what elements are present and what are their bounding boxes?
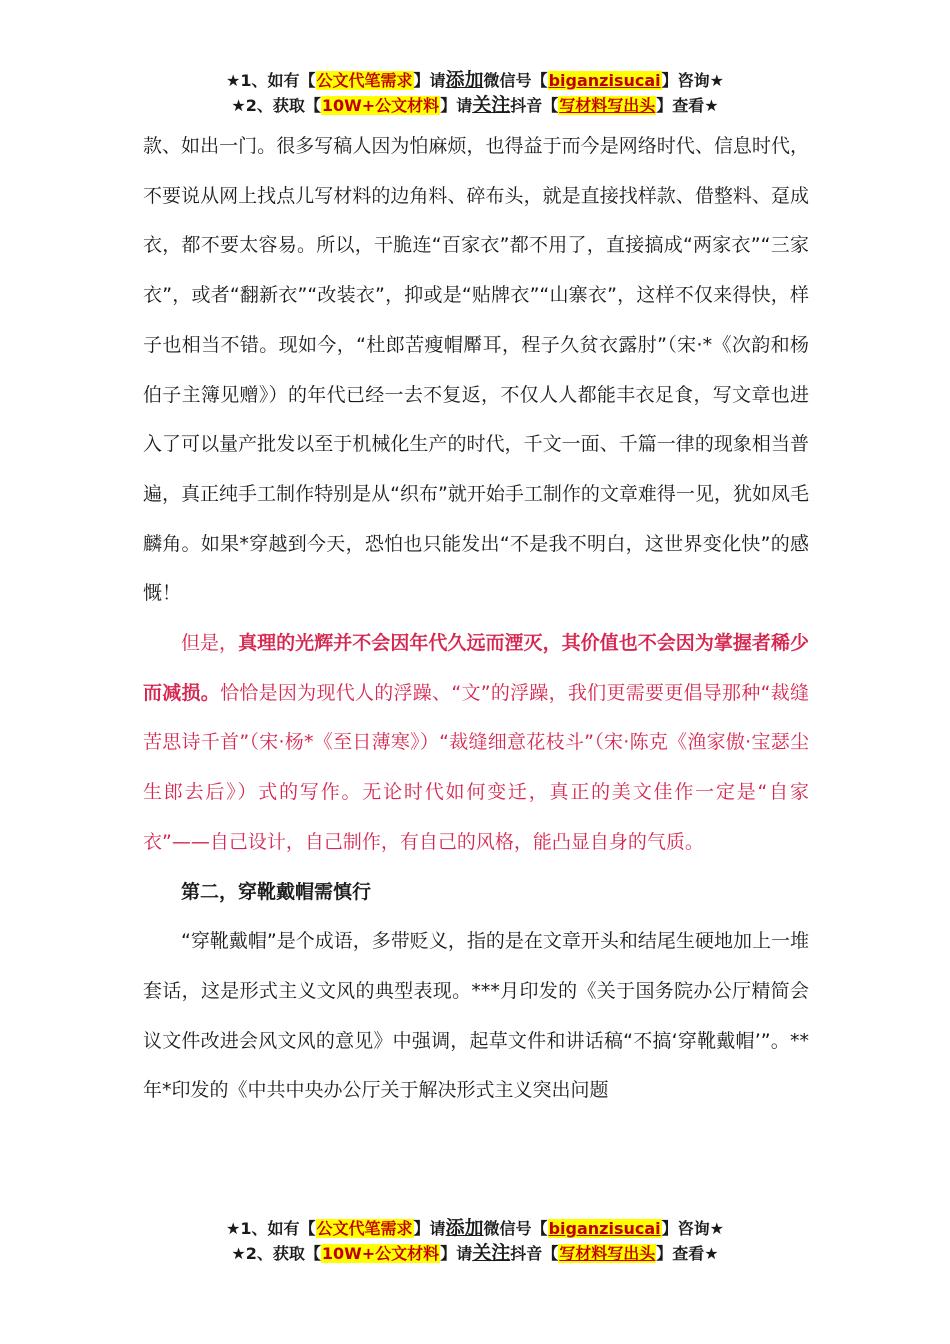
banner-wechat-id: biganzisucai [548,1219,661,1238]
paragraph-2-rest: 恰恰是因为现代人的浮躁、“文”的浮躁，我们更需要更倡导那种“裁缝苦思诗千首”（宋·杨*《至日薄寒》）“裁缝细意花枝斗”（宋·陈克《渔家傲·宝瑟尘生郎去后》）式的写作。无论时代如何变迁，真正的美文佳作一定是“自家衣”——自己设计，自己制作，有自己的风格，能凸显自身的气质。 [143,681,809,853]
banner-text: ★2、获取【 [231,96,321,115]
paragraph-3: “穿靴戴帽”是个成语，多带贬义，指的是在文章开头和结尾生硬地加上一堆套话，这是形式主义文风的典型表现。***月印发的《关于国务院办公厅精简会议文件改进会风文风的意见》中强调，起草文件和讲话稿“不搞‘穿靴戴帽’”。**年*印发的《中共中央办公厅关于解决形式主义突出问题 [143,930,809,1102]
banner-emphasis: 添加 [445,1217,484,1239]
banner-text: 】查看★ [656,96,719,115]
banner-emphasis: 关注 [472,1242,511,1264]
banner-douyin-id: 写材料写出头 [559,1244,656,1263]
banner-douyin-id: 写材料写出头 [559,96,656,115]
banner-text: 微信号【 [483,1219,548,1238]
section-heading: 第二，穿靴戴帽需慎行 [181,880,372,903]
banner-highlight: 公文代笔需求 [316,1219,413,1238]
banner-highlight: 10W+公文材料 [321,96,440,115]
banner-text: 】请 [440,96,473,115]
banner-text: ★1、如有【 [226,71,316,90]
banner-highlight: 10W+公文材料 [321,1244,440,1263]
banner-text: 抖音【 [510,96,559,115]
banner-text: 】请 [413,1219,446,1238]
footer-banner-line2 [0,1241,950,1266]
banner-text: 】咨询★ [661,1219,724,1238]
paragraph-2-bold: 真理的光辉并不会因年代久远而湮灭，其价值也不会因为掌握者稀少而减损。 [143,632,809,704]
banner-text: ★2、获取【 [231,1244,321,1263]
banner-text: 抖音【 [510,1244,559,1263]
paragraph-2 [143,619,809,868]
header-banner-line1 [0,68,950,93]
banner-text: 】请 [440,1244,473,1263]
banner-wechat-id: biganzisucai [548,71,661,90]
banner-emphasis: 关注 [472,94,511,116]
footer-banner [0,1216,950,1266]
header-banner-line2 [0,93,950,118]
header-banner [0,68,950,118]
paragraph-2-lead: 但是， [181,632,239,655]
document-body [143,122,809,1116]
banner-text: ★1、如有【 [226,1219,316,1238]
banner-text: 】咨询★ [661,71,724,90]
banner-text: 】请 [413,71,446,90]
banner-emphasis: 添加 [445,69,484,91]
footer-banner-line1 [0,1216,950,1241]
banner-text: 】查看★ [656,1244,719,1263]
paragraph-1: 款、如出一门。很多写稿人因为怕麻烦，也得益于而今是网络时代、信息时代，不要说从网上找点儿写材料的边角料、碎布头，就是直接找样款、借整料、趸成衣，都不要太容易。所以，干脆连“百家衣”都不用了，直接搞成“两家衣”“三家衣”，或者“翻新衣”“改装衣”，抑或是“贴牌衣”“山寨衣”，这样不仅来得快，样子也相当不错。现如今，“杜郎苦瘦帽厴耳，程子久贫衣露肘”（宋·*《次韵和杨伯子主簿见赠》）的年代已经一去不复返，不仅人人都能丰衣足食，写文章也进入了可以量产批发以至于机械化生产的时代，千文一面、千篇一律的现象相当普遍，真正纯手工制作特别是从“织布”就开始手工制作的文章难得一见，犹如凤毛麟角。如果*穿越到今天，恐怕也只能发出“不是我不明白，这世界变化快”的感慨！ [143,135,809,605]
banner-highlight: 公文代笔需求 [316,71,413,90]
banner-text: 微信号【 [483,71,548,90]
